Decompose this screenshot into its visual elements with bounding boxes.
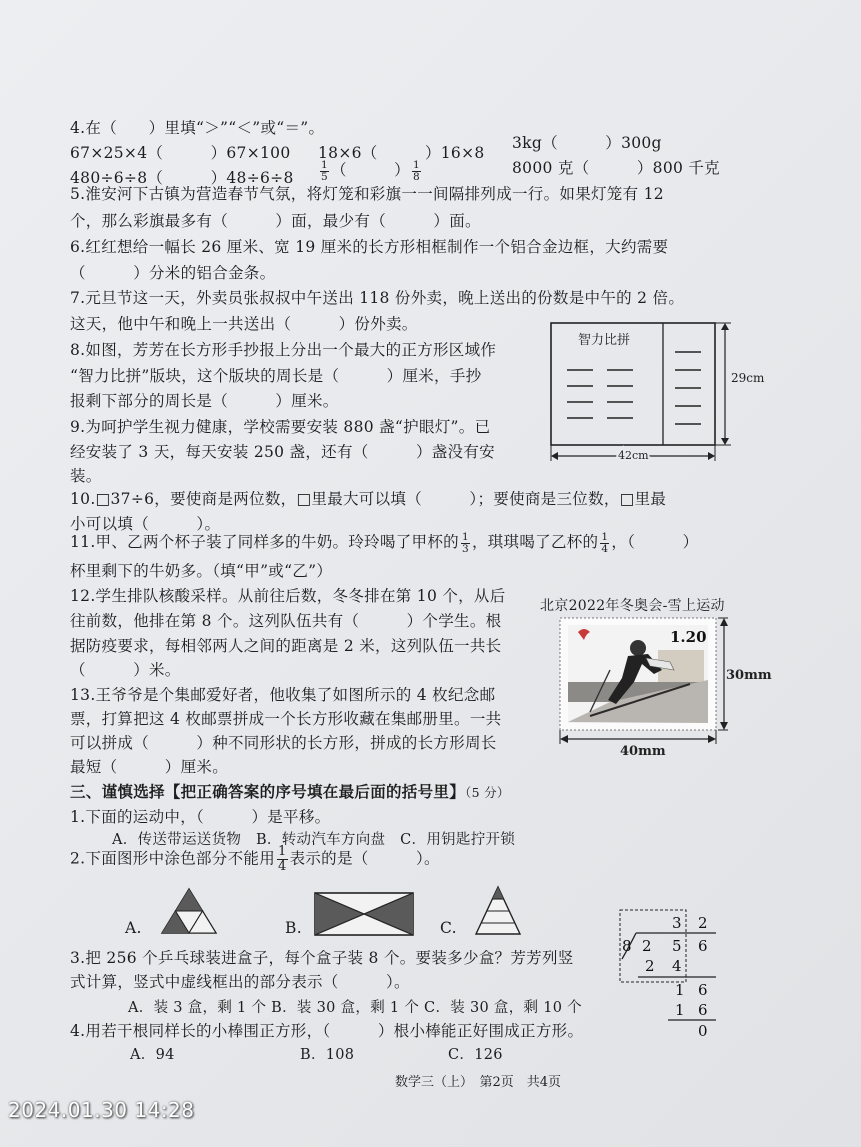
svg-text:6: 6	[698, 1001, 708, 1019]
q12-line2: 往前数，他排在第 8 个。这列队伍共有（ ）个学生。根	[70, 612, 502, 630]
q4-r1a: 67×25×4（ ）67×100	[70, 144, 291, 162]
q9-line1: 9.为呵护学生视力健康，学校需要安装 880 盏“护眼灯”。已	[70, 418, 491, 436]
q8-fig-title: 智力比拼	[578, 333, 631, 348]
svg-text:5: 5	[672, 937, 682, 955]
svg-text:3: 3	[672, 914, 682, 932]
s4-option-a: A．94	[130, 1047, 175, 1063]
q11-line2: 杯里剩下的牛奶多。（填“甲”或“乙”）	[70, 562, 333, 580]
stamp-value: 1.20	[670, 628, 707, 646]
s4-option-b: B．108	[300, 1047, 355, 1063]
svg-text:6: 6	[698, 937, 708, 955]
q4-r2c: 8000 克（ ）800 千克	[512, 159, 720, 177]
svg-text:1: 1	[675, 1001, 685, 1019]
q6-line1: 6.红红想给一幅长 26 厘米、宽 19 厘米的长方形相框制作一个铝合金边框，大约需要	[70, 238, 669, 256]
q13-line1: 13.王爷爷是个集邮爱好者，他收集了如图所示的 4 枚纪念邮	[70, 686, 496, 704]
q10-line1: 10.□37÷6，要使商是两位数，□里最大可以填（ ）；要使商是三位数，□里最	[70, 490, 667, 508]
q10-line2: 小可以填（ ）。	[70, 515, 221, 533]
svg-text:6: 6	[698, 981, 708, 999]
skier-head	[630, 640, 646, 656]
page-footer: 数学三（上） 第2页 共4页	[395, 1075, 562, 1090]
q4-r2a: 480÷6÷8（ ）48÷6÷8	[70, 169, 294, 187]
s4-question: 4.用若干根同样长的小棒围正方形，（ ）根小棒能正好围成正方形。	[70, 1022, 584, 1040]
q9-line2: 经安装了 3 天，每天安装 250 盏，还有（ ）盏没有安	[70, 443, 495, 461]
fraction: $\frac{1}{5}$	[321, 158, 328, 183]
q4-r2b: $\frac{1}{5}$ （ ） $\frac{1}{8}$	[321, 158, 420, 183]
stamp-height: 30mm	[726, 668, 772, 683]
svg-text:8: 8	[622, 937, 632, 955]
fraction: $\frac{1}{8}$	[413, 158, 420, 183]
q7-line1: 7.元旦节这一天，外卖员张叔叔中午送出 118 份外卖，晚上送出的份数是中午的 2 倍。	[70, 289, 685, 307]
stamp-caption: 北京2022年冬奥会-雪上运动	[540, 598, 725, 614]
s2-option-a-label: A.	[125, 919, 142, 937]
s2-figure-b	[312, 890, 416, 938]
svg-text:2: 2	[642, 937, 652, 955]
svg-text:1: 1	[675, 981, 685, 999]
svg-text:4: 4	[672, 957, 682, 975]
q8-line3: 报剩下部分的周长是（ ）厘米。	[70, 392, 339, 410]
fraction: $\frac{1}{4}$	[601, 530, 609, 555]
q4-title: 4.在（ ）里填“＞”“＜”或“＝”。	[70, 119, 325, 137]
q4-r1c: 3kg（ ）300g	[512, 134, 662, 152]
s3-line2: 式计算，竖式中虚线框出的部分表示（ ）。	[70, 973, 410, 991]
s4-option-c: C．126	[448, 1047, 503, 1063]
photo-timestamp: 2024.01.30 14:28	[8, 1098, 195, 1122]
svg-text:2: 2	[645, 957, 655, 975]
q8-line1: 8.如图，芳芳在长方形手抄报上分出一个最大的正方形区域作	[70, 341, 497, 359]
fraction: $\frac{1}{4}$	[278, 844, 287, 874]
s2-option-b-label: B.	[285, 919, 302, 937]
s3-options: A．装 3 盒，剩 1 个 B．装 30 盒，剩 1 个 C．装 30 盒，剩 10 个	[128, 1000, 582, 1016]
q8-line2: “智力比拼”版块，这个版块的周长是（ ）厘米，手抄	[70, 367, 482, 385]
q8-fig-height: 29cm	[731, 371, 765, 385]
q11-line1: 11.甲、乙两个杯子装了同样多的牛奶。玲玲喝了甲杯的 $\frac{1}{3}$ ，琪琪喝了乙杯的 $\frac{1}{4}$ ，（ ）	[70, 530, 699, 555]
q13-line3: 可以拼成（ ）种不同形状的长方形，拼成的长方形周长	[70, 734, 497, 752]
q5-line2: 个，那么彩旗最多有（ ）面，最少有（ ）面。	[70, 212, 481, 230]
q6-line2: （ ）分米的铝合金条。	[70, 264, 276, 282]
svg-text:0: 0	[698, 1022, 708, 1040]
q12-line3: 据防疫要求，每相邻两人之间的距离是 2 米，这列队伍一共长	[70, 637, 502, 655]
section3-heading: 三、谨慎选择【把正确答案的序号填在最后面的括号里】（5 分）	[70, 782, 510, 801]
q7-line2: 这天，他中午和晚上一共送出（ ）份外卖。	[70, 315, 418, 333]
q12-line4: （ ）米。	[70, 661, 181, 679]
q8-text-lines	[567, 352, 701, 424]
s1-options: A．传送带运送货物 B．转动汽车方向盘 C．用钥匙拧开锁	[112, 832, 516, 848]
s2-option-c-label: C.	[440, 919, 457, 937]
fraction: $\frac{1}{3}$	[461, 530, 469, 555]
s2-figure-a	[158, 885, 220, 937]
q8-poster-figure	[545, 318, 775, 466]
q5-line1: 5.淮安河下古镇为营造春节气氛，将灯笼和彩旗一一间隔排列成一行。如果灯笼有 12	[70, 185, 664, 203]
q13-line4: 最短（ ）厘米。	[70, 758, 229, 776]
s2-question: 2.下面图形中涂色部分不能用 $\frac{1}{4}$ 表示的是（ ）。	[70, 844, 440, 874]
s1-question: 1.下面的运动中，（ ）是平移。	[70, 808, 331, 826]
s3-line1: 3.把 256 个乒乓球装进盒子，每个盒子装 8 个。要装多少盒？芳芳列竖	[70, 949, 574, 967]
svg-text:2: 2	[698, 914, 708, 932]
q9-line3: 装。	[70, 467, 102, 485]
s2-figure-c	[470, 884, 526, 938]
q13-line2: 票，打算把这 4 枚邮票拼成一个长方形收藏在集邮册里。一共	[70, 710, 502, 728]
q8-fig-width: 42cm	[618, 449, 649, 462]
q12-line1: 12.学生排队核酸采样。从前往后数，冬冬排在第 10 个，从后	[70, 587, 506, 605]
s3-long-division	[612, 907, 722, 1042]
q4-r1b: 18×6（ ）16×8	[318, 144, 485, 162]
stamp-width: 40mm	[620, 744, 666, 759]
q13-stamp-figure	[550, 612, 780, 760]
